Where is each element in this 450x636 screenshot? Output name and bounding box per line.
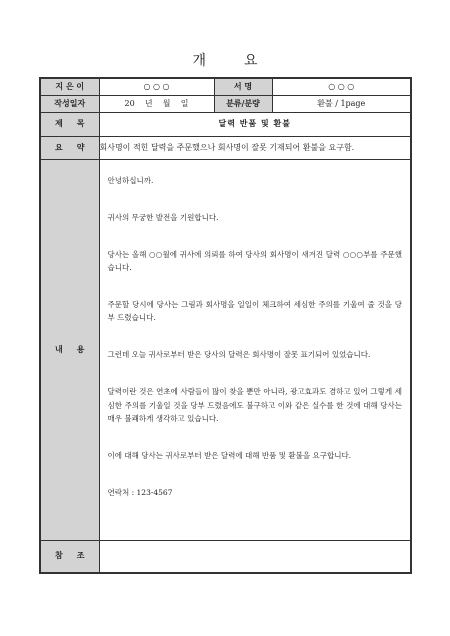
subject-value: 달력 반품 및 환불 <box>99 112 411 136</box>
author-label: 지 은 이 <box>40 78 99 95</box>
author-row <box>40 78 411 95</box>
content-paragraph: 당사는 올해 ○○월에 귀사에 의뢰를 하여 당사의 회사명이 새겨진 달력 ○○○부를 주문했습니다. <box>107 249 402 272</box>
author-value: ○ ○ ○ <box>99 78 214 95</box>
contact-line: 연락처 : 123-4567 <box>107 487 173 497</box>
subject-label: 제 목 <box>40 112 99 136</box>
reference-row <box>40 540 411 573</box>
category-label: 분류/분량 <box>214 95 272 112</box>
content-row <box>40 159 411 540</box>
summary-label: 요 약 <box>40 136 99 159</box>
date-row <box>40 95 411 112</box>
category-value: 환불 / 1page <box>272 95 411 112</box>
content-text <box>100 160 411 500</box>
content-paragraph: 안녕하십니까. <box>107 175 154 185</box>
content-paragraph: 이에 대해 당사는 귀사로부터 받은 달력에 대해 반품 및 환불을 요구합니다. <box>107 450 352 460</box>
content-paragraph: 달력이란 것은 연초에 사람들이 많이 찾을 뿐만 아니라, 광고효과도 겸하고 있어 그렇게 세심한 주의를 기울일 것을 당부 드렸음에도 불구하고 이와 같은 실수를 한 것에 대해 당사는 매우 불쾌하게 생각하고 있습니다. <box>107 387 402 423</box>
reference-value <box>99 540 411 573</box>
content-label: 내 용 <box>40 159 99 540</box>
title-char-2: 요 <box>244 53 258 69</box>
subject-row <box>40 112 411 136</box>
content-paragraph: 주문할 당시에 당사는 그림과 회사명을 일일이 체크하여 세심한 주의를 기울여 줄 것을 당부 드렸습니다. <box>107 300 402 323</box>
document-title <box>0 50 450 70</box>
summary-row <box>40 136 411 159</box>
content-paragraph: 귀사의 무궁한 발전을 기원합니다. <box>107 212 219 222</box>
date-label: 작성일자 <box>40 95 99 112</box>
sign-label: 서 명 <box>214 78 272 95</box>
content-paragraph: 그런데 오늘 귀사로부터 받은 당사의 달력은 회사명이 잘못 표기되어 있었습니다. <box>107 350 371 360</box>
title-char-1: 개 <box>192 53 206 69</box>
reference-label: 참 조 <box>40 540 99 573</box>
content-body <box>99 159 411 540</box>
summary-value: 회사명이 적힌 달력을 주문했으나 회사명이 잘못 기재되어 환불을 요구함. <box>99 136 411 159</box>
sign-value: ○ ○ ○ <box>272 78 411 95</box>
summary-form-table <box>39 77 412 574</box>
date-value: 20 년 월 일 <box>99 95 214 112</box>
